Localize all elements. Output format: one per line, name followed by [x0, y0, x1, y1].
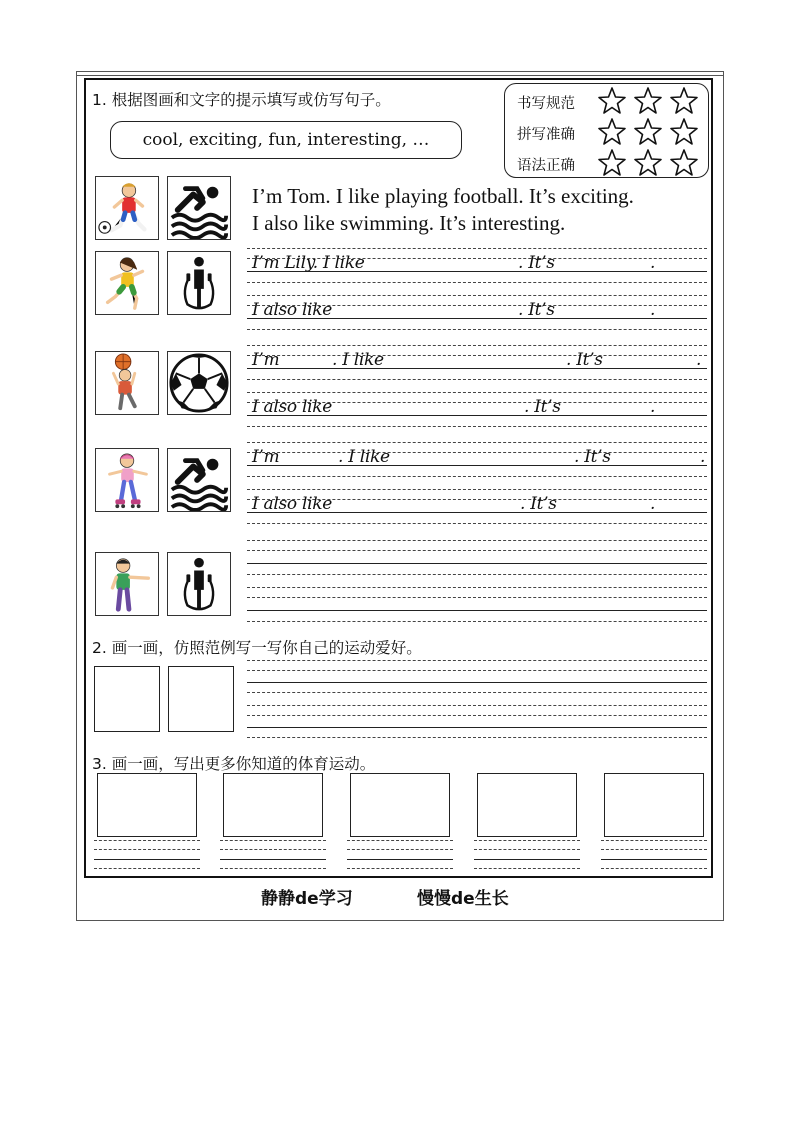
guide-line [247, 368, 707, 369]
guide-line [247, 550, 707, 551]
prompt-row2-a: I’m [252, 350, 280, 370]
guide-line [247, 345, 707, 346]
prompt-row3-d: . [700, 447, 706, 467]
soccer-ball-icon [167, 351, 231, 415]
guide-line [247, 692, 707, 693]
star-icon[interactable] [597, 117, 627, 147]
guide-line [247, 489, 707, 490]
guide-line [220, 868, 326, 869]
rating-row-spelling [515, 117, 705, 147]
guide-line [247, 587, 707, 588]
jump-rope-icon [167, 251, 231, 315]
boy-basketball-icon [95, 351, 159, 415]
drawing-box[interactable] [94, 666, 160, 732]
prompt-row2-b: . I like [332, 350, 384, 370]
guide-line [347, 868, 453, 869]
prompt-row2-e: I also like [252, 397, 332, 417]
guide-line [247, 610, 707, 611]
prompt-row1-b: . It’s [518, 253, 555, 273]
drawing-box[interactable] [350, 773, 450, 837]
guide-line [247, 355, 707, 356]
guide-line [247, 715, 707, 716]
girl-skating-icon [95, 448, 159, 512]
guide-line [94, 840, 200, 841]
guide-line [247, 442, 707, 443]
guide-line [474, 868, 580, 869]
drawing-box[interactable] [604, 773, 704, 837]
guide-line [247, 563, 707, 564]
girl-running-icon [95, 251, 159, 315]
star-icon[interactable] [669, 117, 699, 147]
swimming-icon [167, 448, 231, 512]
star-icon[interactable] [669, 148, 699, 178]
guide-line [94, 849, 200, 850]
guide-line [474, 840, 580, 841]
guide-line [247, 660, 707, 661]
guide-line [247, 737, 707, 738]
guide-line [601, 840, 707, 841]
guide-line [347, 859, 453, 860]
guide-line [601, 859, 707, 860]
page-top-rule [76, 75, 724, 76]
drawing-box[interactable] [97, 773, 197, 837]
guide-line [220, 849, 326, 850]
prompt-row3-e: I also like [252, 494, 332, 514]
guide-line [247, 392, 707, 393]
guide-line [94, 859, 200, 860]
guide-line [347, 840, 453, 841]
guide-line [247, 621, 707, 622]
prompt-row1-f: . [650, 300, 656, 320]
boy-football-icon [95, 176, 159, 240]
prompt-row2-d: . [696, 350, 702, 370]
footer-motto-left: 静静de学习 [261, 889, 353, 909]
star-icon[interactable] [633, 86, 663, 116]
guide-line [601, 849, 707, 850]
rating-label: 拼写准确 [517, 127, 575, 143]
guide-line [474, 859, 580, 860]
guide-line [247, 727, 707, 728]
guide-line [601, 868, 707, 869]
footer-motto-right: 慢慢de生长 [417, 889, 509, 909]
guide-line [247, 670, 707, 671]
guide-line [474, 849, 580, 850]
prompt-row3-b: . I like [338, 447, 390, 467]
guide-line [220, 840, 326, 841]
drawing-box[interactable] [477, 773, 577, 837]
drawing-box[interactable] [168, 666, 234, 732]
guide-line [247, 476, 707, 477]
star-icon[interactable] [633, 117, 663, 147]
prompt-row3-f: . It’s [520, 494, 557, 514]
guide-line [247, 540, 707, 541]
star-icon[interactable] [633, 148, 663, 178]
prompt-row2-g: . [650, 397, 656, 417]
model-sentence-2: I also like swimming. It’s interesting. [252, 211, 566, 235]
prompt-row3-a: I’m [252, 447, 280, 467]
model-sentence-1: I’m Tom. I like playing football. It’s exciting. [252, 184, 634, 208]
guide-line [247, 452, 707, 453]
guide-line [247, 295, 707, 296]
section3-title: 3. 画一画，写出更多你知道的体育运动。 [92, 755, 376, 773]
word-bank: cool, exciting, fun, interesting, … [110, 121, 462, 159]
prompt-row3-c: . It’s [574, 447, 611, 467]
rating-label: 书写规范 [517, 96, 575, 112]
guide-line [247, 379, 707, 380]
jump-rope-icon [167, 552, 231, 616]
prompt-row2-c: . It’s [566, 350, 603, 370]
guide-line [247, 574, 707, 575]
guide-line [94, 868, 200, 869]
star-icon[interactable] [597, 86, 627, 116]
guide-line [247, 465, 707, 466]
swimming-icon [167, 176, 231, 240]
prompt-row2-f: . It’s [524, 397, 561, 417]
section2-title: 2. 画一画，仿照范例写一写你自己的运动爱好。 [92, 639, 422, 657]
star-icon[interactable] [669, 86, 699, 116]
prompt-row3-g: . [650, 494, 656, 514]
guide-line [247, 597, 707, 598]
rating-label: 语法正确 [517, 158, 575, 174]
boy-pointing-icon [95, 552, 159, 616]
guide-line [347, 849, 453, 850]
drawing-box[interactable] [223, 773, 323, 837]
rating-row-writing [515, 86, 705, 116]
guide-line [247, 329, 707, 330]
guide-line [247, 682, 707, 683]
guide-line [247, 248, 707, 249]
prompt-row1-d: I also like [252, 300, 332, 320]
guide-line [220, 859, 326, 860]
guide-line [247, 426, 707, 427]
prompt-row1-e: . It’s [518, 300, 555, 320]
guide-line [247, 282, 707, 283]
section1-title: 1. 根据图画和文字的提示填写或仿写句子。 [92, 91, 391, 109]
rating-row-grammar [515, 148, 705, 178]
guide-line [247, 705, 707, 706]
star-icon[interactable] [597, 148, 627, 178]
prompt-row1-a: I’m Lily. I like [252, 253, 365, 273]
prompt-row1-c: . [650, 253, 656, 273]
guide-line [247, 523, 707, 524]
rating-box [504, 83, 709, 178]
